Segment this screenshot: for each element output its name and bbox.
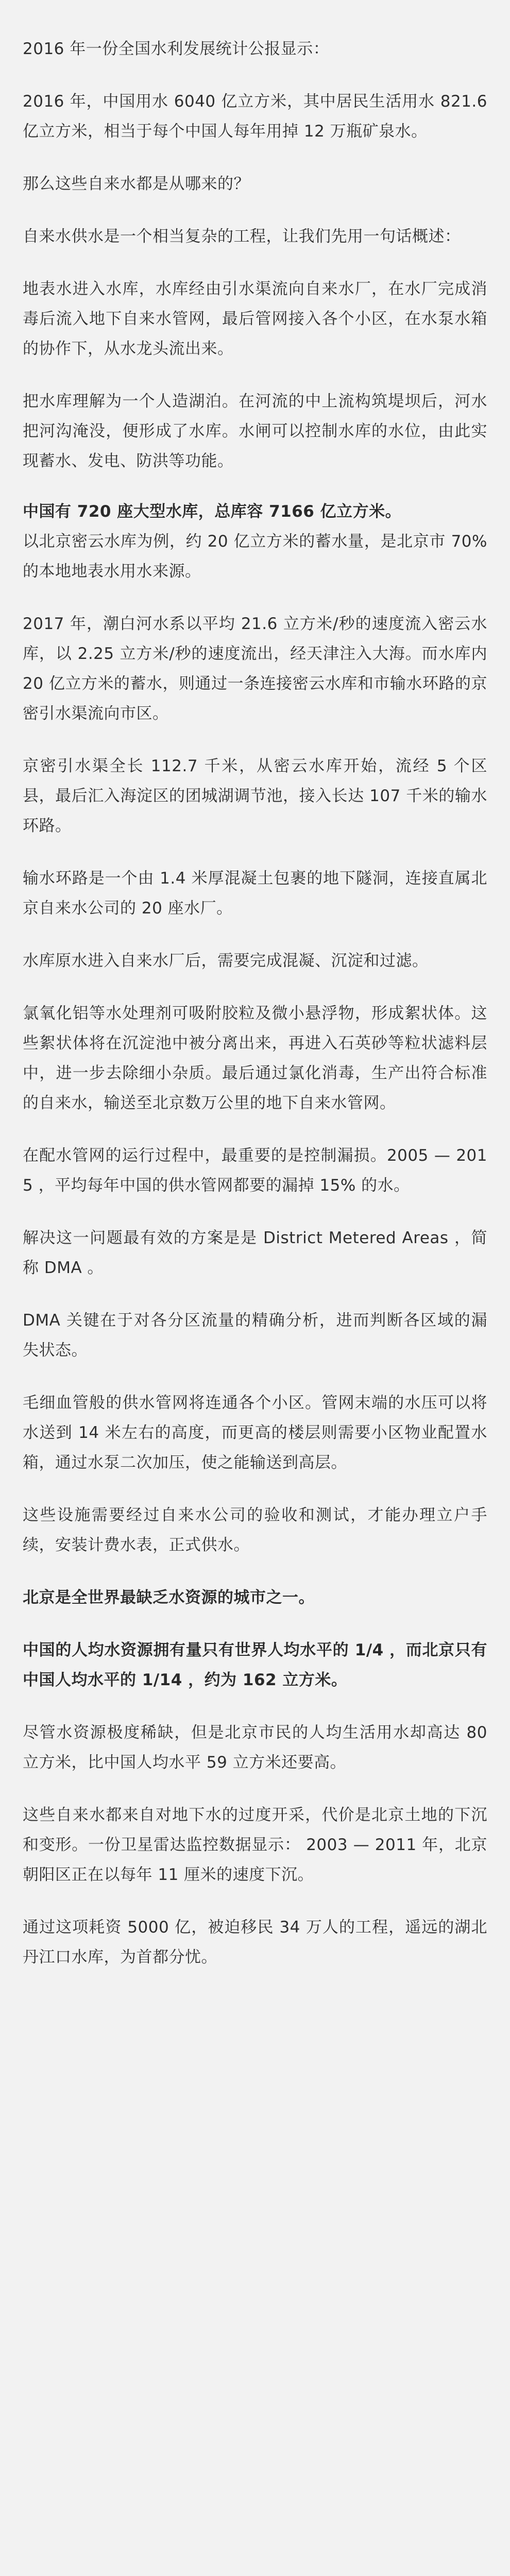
- paragraph-gap: [23, 841, 487, 863]
- paragraph: 这些自来水都来自对地下水的过度开采，代价是北京土地的下沉和变形。一份卫星雷达监控数据显示： 2003 — 2011 年，北京朝阳区正在以每年 11 厘米的速度下沉。: [23, 1806, 487, 1884]
- paragraph-gap: [23, 586, 487, 609]
- bold-paragraph: 中国的人均水资源拥有量只有世界人均水平的 1/4 ，而北京只有中国人均水平的 1/14 ，约为 162 立方米。: [23, 1641, 487, 1689]
- paragraph-gap: [23, 728, 487, 751]
- paragraph-gap: [23, 1613, 487, 1635]
- paragraph: 2017 年，潮白河水系以平均 21.6 立方米/秒的速度流入密云水库，以 2.25 立方米/秒的速度流出，经天津注入大海。而水库内 20 亿立方米的蓄水，则通过一条连接密云水库和市输水环路的京密引水渠流向市区。: [23, 615, 487, 723]
- paragraph-gap: [23, 1890, 487, 1912]
- paragraph-gap: [23, 1118, 487, 1141]
- paragraph-gap: [23, 1478, 487, 1500]
- paragraph-gap: [23, 364, 487, 386]
- paragraph-gap: [23, 1365, 487, 1388]
- paragraph: 2016 年，中国用水 6040 亿立方米，其中居民生活用水 821.6 亿立方米，相当于每个中国人每年用掉 12 万瓶矿泉水。: [23, 92, 487, 141]
- paragraph: 在配水管网的运行过程中，最重要的是控制漏损。2005 — 2015 ，平均每年中国的供水管网都要的漏掉 15% 的水。: [23, 1146, 487, 1195]
- paragraph: DMA 关键在于对各分区流量的精确分析，进而判断各区域的漏失状态。: [23, 1311, 487, 1360]
- paragraph-gap: [23, 976, 487, 998]
- paragraph-gap: [23, 1695, 487, 1718]
- paragraph: 地表水进入水库，水库经由引水渠流向自来水厂，在水厂完成消毒后流入地下自来水管网，最后管网接入各个小区，在水泵水箱的协作下，从水龙头流出来。: [23, 280, 487, 358]
- paragraph: 以北京密云水库为例，约 20 亿立方米的蓄水量，是北京市 70% 的本地地表水用水来源。: [23, 532, 487, 581]
- paragraph: 这些设施需要经过自来水公司的验收和测试，才能办理立户手续，安装计费水表，正式供水。: [23, 1506, 487, 1554]
- paragraph-gap: [23, 923, 487, 946]
- paragraph-gap: [23, 64, 487, 87]
- paragraph: 把水库理解为一个人造湖泊。在河流的中上流构筑堤坝后，河水把河沟淹没，便形成了水库。水闸可以控制水库的水位，由此实现蓄水、发电、防洪等功能。: [23, 392, 487, 470]
- paragraph: 尽管水资源极度稀缺，但是北京市民的人均生活用水却高达 80 立方米，比中国人均水平 59 立方米还要高。: [23, 1723, 487, 1772]
- paragraph: 氯氧化铝等水处理剂可吸附胶粒及微小悬浮物，形成絮状体。这些絮状体将在沉淀池中被分离出来，再进入石英砂等粒状滤料层中，进一步去除细小杂质。最后通过氯化消毒，生产出符合标准的自来水，输送至北京数万公里的地下自来水管网。: [23, 1004, 487, 1112]
- paragraph: 那么这些自来水都是从哪来的？: [23, 175, 250, 193]
- article-body: [23, 34, 487, 1972]
- paragraph: 解决这一问题最有效的方案是是 District Metered Areas ，简称 DMA 。: [23, 1229, 487, 1277]
- paragraph-gap: [23, 476, 487, 497]
- bold-paragraph: 北京是全世界最缺乏水资源的城市之一。: [23, 1588, 315, 1607]
- paragraph: 毛细血管般的供水管网将连通各个小区。管网末端的水压可以将水送到 14 米左右的高度，而更高的楼层则需要小区物业配置水箱，通过水泵二次加压，使之能输送到高层。: [23, 1394, 487, 1472]
- paragraph-gap: [23, 1200, 487, 1223]
- paragraph: 2016 年一份全国水利发展统计公报显示：: [23, 40, 330, 58]
- paragraph: 京密引水渠全长 112.7 千米，从密云水库开始，流经 5 个区县，最后汇入海淀区的团城湖调节池，接入长达 107 千米的输水环路。: [23, 757, 487, 835]
- paragraph-gap: [23, 1560, 487, 1583]
- paragraph-gap: [23, 1777, 487, 1800]
- paragraph: 自来水供水是一个相当复杂的工程，让我们先用一句话概述：: [23, 227, 461, 246]
- bold-paragraph: 中国有 720 座大型水库，总库容 7166 亿立方米。: [23, 502, 402, 521]
- paragraph: 输水环路是一个由 1.4 米厚混凝土包裹的地下隧洞，连接直属北京自来水公司的 20 座水厂。: [23, 869, 487, 918]
- paragraph-gap: [23, 1283, 487, 1306]
- paragraph: 水库原水进入自来水厂后，需要完成混凝、沉淀和过滤。: [23, 952, 429, 970]
- paragraph-gap: [23, 146, 487, 169]
- paragraph-gap: [23, 251, 487, 274]
- paragraph-gap: [23, 199, 487, 222]
- paragraph: 通过这项耗资 5000 亿，被迫移民 34 万人的工程，遥远的湖北丹江口水库，为首都分忧。: [23, 1918, 487, 1967]
